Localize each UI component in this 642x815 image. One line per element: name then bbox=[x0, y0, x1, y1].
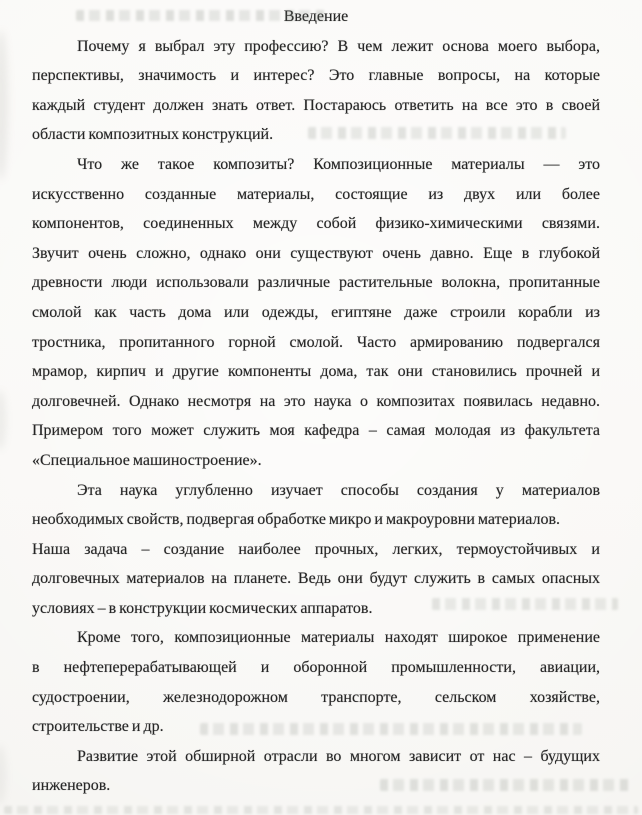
text-line: тростника, пропитанного горной смолой. Часто армированию подвергался bbox=[32, 333, 600, 351]
text-line: «Специальное машиностроение». bbox=[32, 451, 262, 469]
text-line: инженеров. bbox=[32, 777, 111, 795]
page-title: Введение bbox=[283, 8, 349, 25]
text-line: Эта наука углубленно изучает способы создания у материалов bbox=[77, 481, 600, 499]
text-line: Звучит очень сложно, однако они существуют очень давно. Еще в глубокой bbox=[32, 244, 600, 262]
text-line: Почему я выбрал эту профессию? В чем лежит основа моего выбора, bbox=[77, 37, 600, 55]
text-line: компонентов, соединенных между собой физико-химическими связями. bbox=[32, 215, 600, 233]
text-line: каждый студент должен знать ответ. Постараюсь ответить на все это в своей bbox=[32, 96, 600, 114]
text-line: долговечней. Однако несмотря на это наука о композитах появилась недавно. bbox=[32, 392, 600, 410]
text-line: древности люди использовали различные растительные волокна, пропитанные bbox=[32, 274, 600, 292]
text-line: перспективы, значимость и интерес? Это главные вопросы, на которые bbox=[32, 67, 600, 85]
text-line: Развитие этой обширной отрасли во многом зависит от нас – будущих bbox=[77, 747, 600, 765]
text-line: области композитных конструкций. bbox=[32, 126, 274, 144]
text-line: условиях – в конструкции космических аппаратов. bbox=[32, 599, 373, 617]
text-line: в нефтеперерабатывающей и оборонной промышленности, авиации, bbox=[32, 659, 600, 677]
text-line: Кроме того, композиционные материалы находят широкое применение bbox=[77, 629, 600, 647]
text-line: долговечных материалов на планете. Ведь они будут служить в самых опасных bbox=[32, 570, 600, 588]
text-line: необходимых свойств, подвергая обработке микро и макроуровни материалов. bbox=[32, 511, 561, 529]
text-line: смолой как часть дома или одежды, египтяне даже строили корабли из bbox=[32, 303, 600, 321]
scan-smudge-left-mid bbox=[0, 390, 6, 450]
scan-smudge-left-top bbox=[0, 30, 8, 180]
bleedthrough-artifact-top bbox=[76, 10, 326, 21]
bleedthrough-artifact-bottom-right bbox=[380, 779, 632, 791]
paragraph bbox=[32, 150, 600, 476]
text-line: строительстве и др. bbox=[32, 718, 164, 736]
document-text bbox=[32, 2, 600, 801]
bleedthrough-artifact-upper-right bbox=[308, 127, 566, 139]
text-line: Примером того может служить моя кафедра – самая молодая из факультета bbox=[32, 422, 600, 440]
text-line: искусственно созданные материалы, состоящие из двух или более bbox=[32, 185, 600, 203]
scan-smudge-left-bottom bbox=[0, 745, 6, 805]
scan-edge-bottom-band bbox=[4, 806, 638, 814]
text-line: Что же такое композиты? Композиционные материалы — это bbox=[77, 155, 600, 173]
text-line: мрамор, кирпич и другие компоненты дома, так они становились прочней и bbox=[32, 363, 600, 381]
bleedthrough-artifact-lower bbox=[200, 723, 582, 735]
text-line: судостроении, железнодорожном транспорте, сельском хозяйстве, bbox=[32, 688, 600, 706]
text-line: Наша задача – создание наиболее прочных, легких, термоустойчивых и bbox=[32, 540, 600, 558]
bleedthrough-artifact-mid-right bbox=[432, 598, 618, 610]
paragraph bbox=[32, 742, 600, 801]
